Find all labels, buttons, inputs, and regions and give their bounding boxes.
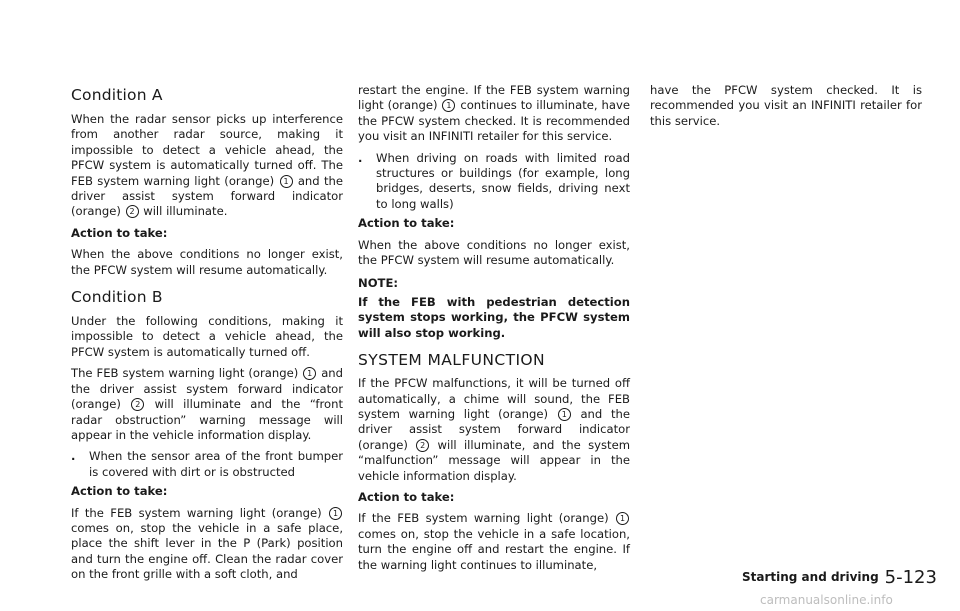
action-to-take-label: Action to take:	[358, 216, 455, 231]
malfunction-paragraph: If the PFCW malfunctions, it will be turned off automatically, a chime will sound, the FEB system warning light (orange) 1 and the driver assist system forward indicator (orange) 2 will illuminate, and the system “malfunction” message will appear in the vehicle information display.	[358, 376, 630, 483]
bullet-item: . When driving on roads with limited road structures or buildings (for example, long bridges, deserts, snow fields, driving next to long walls)	[358, 150, 630, 211]
condition-a-heading: Condition A	[71, 86, 163, 104]
note-label: NOTE:	[358, 276, 399, 291]
condition-b-heading: Condition B	[71, 288, 163, 307]
circled-two-icon: 2	[126, 205, 139, 218]
bullet-icon: .	[358, 150, 363, 165]
circled-one-icon: 1	[442, 99, 455, 112]
circled-one-icon: 1	[558, 408, 571, 421]
page-footer	[742, 567, 937, 588]
condition-b-paragraph: The FEB system warning light (orange) 1 and the driver assist system forward indicator (orange) 2 will illuminate and the “front radar obstruction” warning message will appear in the vehicle information display.	[71, 366, 343, 442]
continued-paragraph: restart the engine. If the FEB system warning light (orange) 1 continues to illuminate, have the PFCW system checked. It is recommended you visit an INFINITI retailer for this service.	[358, 83, 630, 144]
action-to-take-label: Action to take:	[71, 484, 168, 499]
left-column	[71, 86, 343, 589]
circled-one-icon: 1	[616, 512, 629, 525]
resume-text: When the above conditions no longer exist, the PFCW system will resume automatically.	[358, 237, 630, 268]
malfunction-action-text: If the FEB system warning light (orange) 1 comes on, stop the vehicle in a safe location, turn the engine off and restart the engine. If the warning light continues to illuminate,	[358, 511, 630, 572]
system-malfunction-heading: SYSTEM MALFUNCTION	[358, 351, 546, 370]
continued-paragraph: have the PFCW system checked. It is recommended you visit an INFINITI retailer for this service.	[650, 83, 922, 128]
page-number: 5-123	[884, 567, 937, 588]
circled-two-icon: 2	[416, 439, 429, 452]
middle-column	[358, 83, 630, 579]
circled-one-icon: 1	[303, 367, 316, 380]
bullet-item: . When the sensor area of the front bumper is covered with dirt or is obstructed	[71, 449, 343, 479]
circled-two-icon: 2	[131, 398, 144, 411]
condition-a-action-text: When the above conditions no longer exist, the PFCW system will resume automatically.	[71, 247, 343, 277]
action-to-take-label: Action to take:	[71, 225, 168, 240]
right-column	[650, 83, 922, 135]
bullet-icon: .	[71, 449, 76, 464]
condition-b-intro: Under the following conditions, making it impossible to detect a vehicle ahead, the PFCW system is automatically turned off.	[71, 314, 343, 359]
watermark: carmanualsonline.info	[760, 593, 893, 607]
condition-a-paragraph: When the radar sensor picks up interference from another radar source, making it impossible to detect a vehicle ahead, the PFCW system is automatically turned off. The FEB system warning light (orange) 1 and the driver assist system forward indicator (orange) 2 will illuminate.	[71, 112, 343, 219]
circled-one-icon: 1	[329, 507, 342, 520]
circled-one-icon: 1	[280, 175, 293, 188]
note-text: If the FEB with pedestrian detection system stops working, the PFCW system will also stop working.	[358, 294, 630, 340]
condition-b-action-text: If the FEB system warning light (orange) 1 comes on, stop the vehicle in a safe place, place the shift lever in the P (Park) position and turn the engine off. Clean the radar cover on the front grille with a soft cloth, and	[71, 505, 343, 582]
action-to-take-label: Action to take:	[358, 489, 455, 504]
section-title: Starting and driving	[742, 570, 879, 584]
